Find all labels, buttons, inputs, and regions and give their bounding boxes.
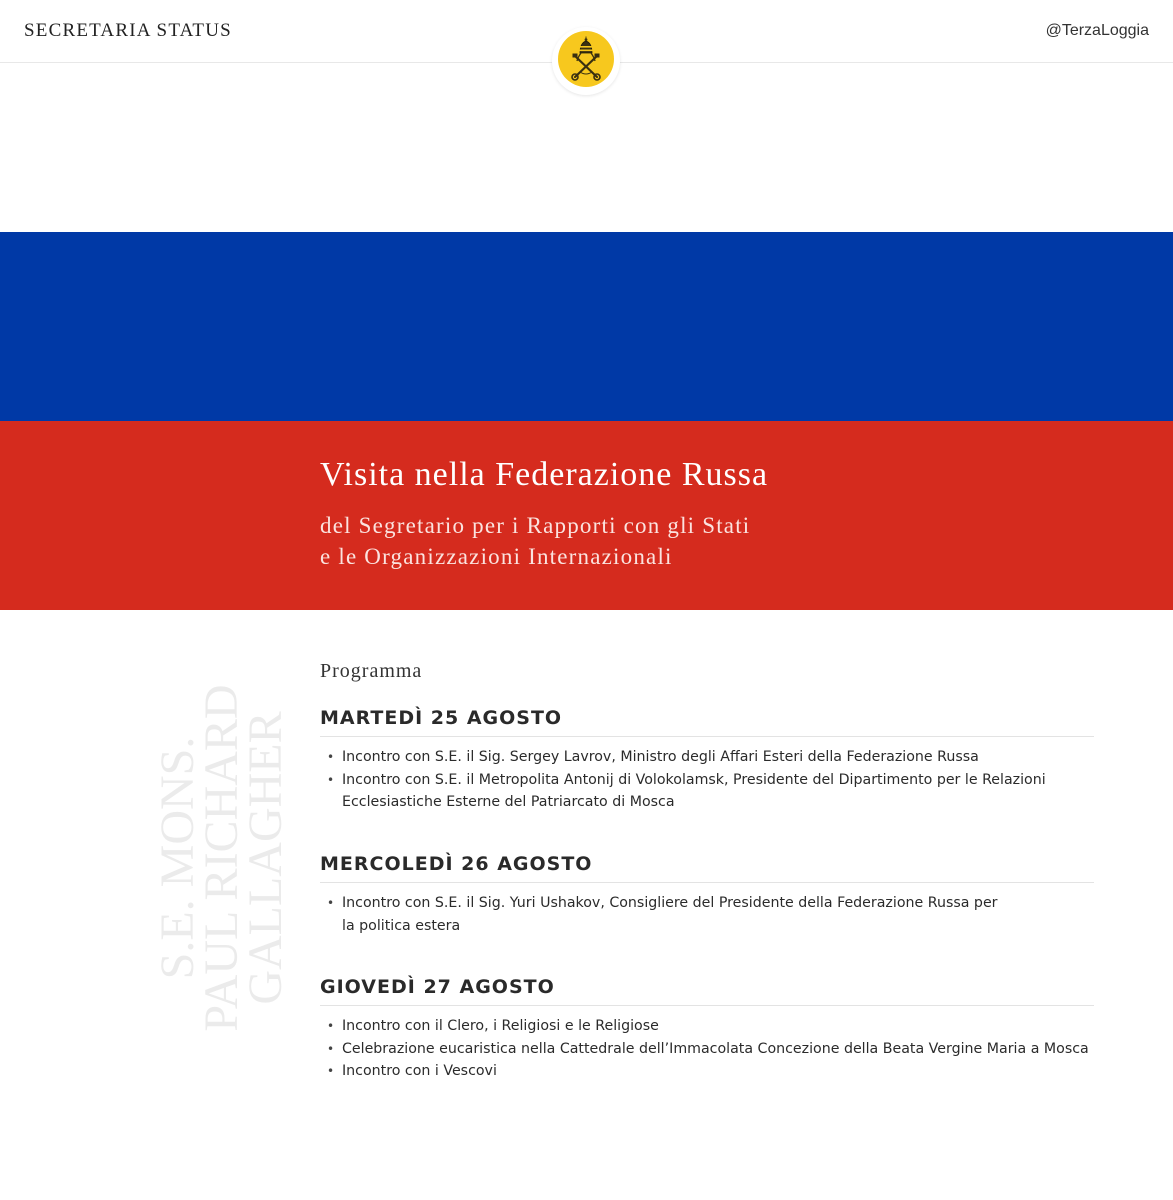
holy-see-coat-of-arms-icon [558, 31, 614, 87]
event-item: • Incontro con S.E. il Sig. Yuri Ushakov, Consigliere del Presidente della Federazione Russa per la politica estera [320, 892, 1012, 937]
event-list [320, 892, 1094, 937]
flag-stripe-blue [0, 232, 1173, 421]
event-item: • Incontro con i Vescovi [320, 1060, 1094, 1083]
visit-subtitle-line: del Segretario per i Rapporti con gli Stati [320, 513, 751, 538]
emblem-badge[interactable] [552, 27, 620, 95]
person-name-line: GALLAGHER [239, 711, 292, 1005]
event-item: • Celebrazione eucaristica nella Cattedrale dell’Immacolata Concezione della Beata Vergine Maria a Mosca [320, 1038, 1094, 1061]
visit-title: Visita nella Federazione Russa [320, 456, 769, 493]
visit-subtitle [320, 510, 750, 572]
brand-title[interactable]: SECRETARIA STATUS [24, 20, 232, 41]
person-name-line: PAUL RICHARD [195, 684, 248, 1032]
visit-subtitle-line: e le Organizzazioni Internazionali [320, 544, 673, 569]
person-name-line: S.E. MONS. [151, 736, 204, 980]
person-name-watermark [151, 648, 292, 1068]
event-list [320, 1015, 1094, 1083]
day-heading: GIOVEDÌ 27 AGOSTO [320, 976, 1094, 1006]
event-item: • Incontro con S.E. il Metropolita Antonij di Volokolamsk, Presidente del Dipartimento per le Relazioni Ecclesiastiche Esterne del Patriarcato di Mosca [320, 769, 1062, 814]
day-section [320, 976, 1094, 1083]
programme-title: Programma [320, 660, 423, 682]
social-handle[interactable]: @TerzaLoggia [1045, 22, 1149, 39]
day-section [320, 707, 1094, 814]
event-item: • Incontro con S.E. il Sig. Sergey Lavrov, Ministro degli Affari Esteri della Federazione Russa [320, 746, 1094, 769]
day-heading: MERCOLEDÌ 26 AGOSTO [320, 853, 1094, 883]
day-heading: MARTEDÌ 25 AGOSTO [320, 707, 1094, 737]
event-list [320, 746, 1094, 814]
day-section [320, 853, 1094, 937]
event-item: • Incontro con il Clero, i Religiosi e le Religiose [320, 1015, 1094, 1038]
